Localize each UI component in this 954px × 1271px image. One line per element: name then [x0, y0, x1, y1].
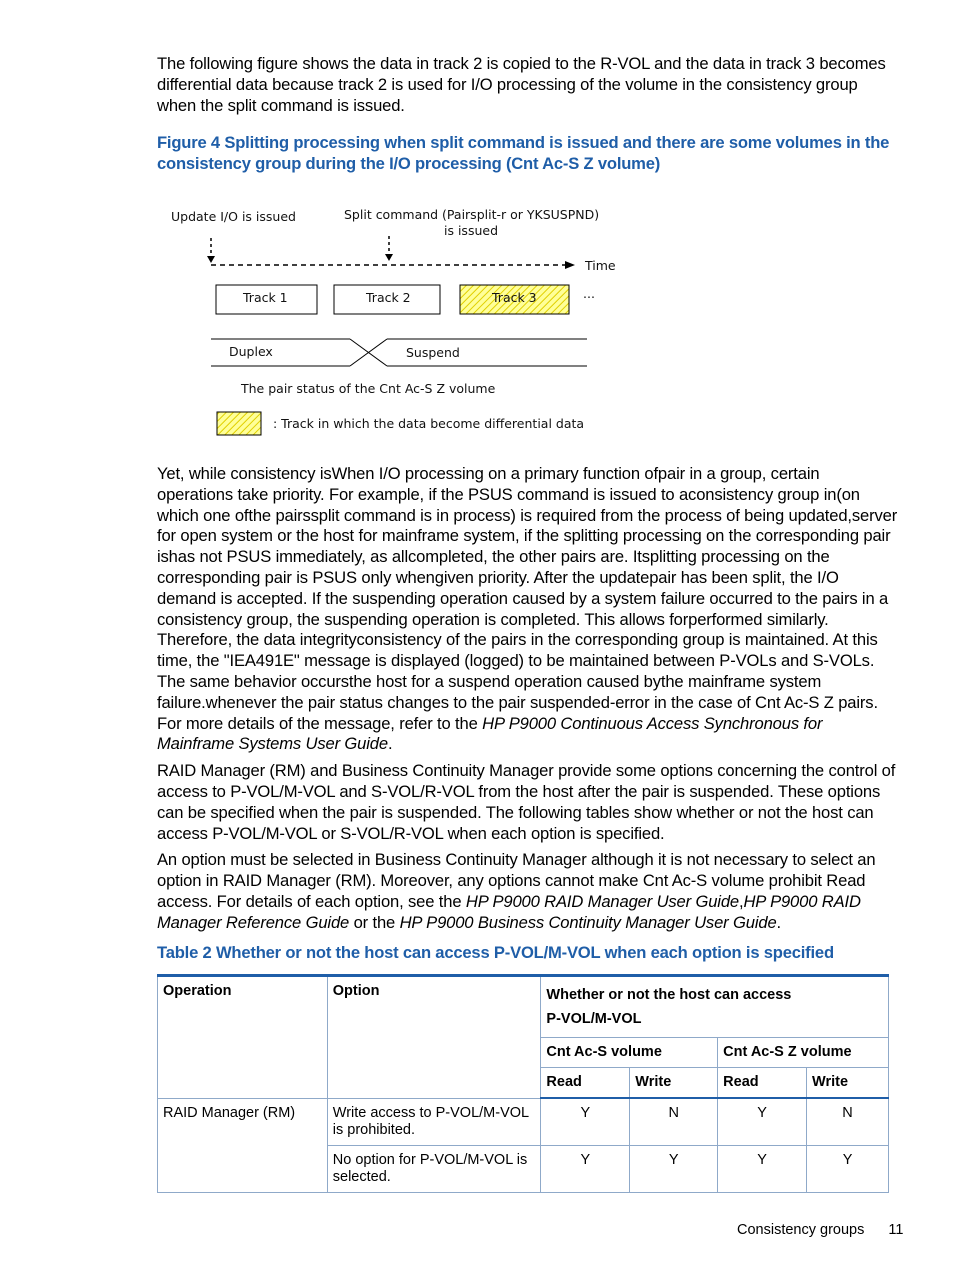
page-footer	[737, 1222, 903, 1238]
operation-cell: RAID Manager (RM)	[158, 1098, 328, 1192]
suspend-label: Suspend	[406, 345, 460, 360]
time-axis-arrow	[565, 261, 575, 269]
figure-caption: Figure 4 Splitting processing when split command is issued and there are some volumes in the consistency group during the I/O processing (Cnt Ac-S Z volume)	[157, 133, 890, 174]
paragraph-2: RAID Manager (RM) and Business Continuity Manager provide some options concerning the control of access to P-VOL/M-VOL and S-VOL/R-VOL from the host after the pair is suspended. These options can be specified when the pair is suspended. The following tables show whether or not the host can access P-VOL/M-VOL or S-VOL/R-VOL when each option is specified.	[157, 761, 896, 843]
figure-diagram	[157, 198, 617, 443]
header-group-cnt-acs: Cnt Ac-S volume	[541, 1038, 718, 1068]
paragraph-3-or: or the	[349, 912, 400, 932]
paragraph-3	[157, 850, 899, 933]
legend-label: : Track in which the data become differential data	[273, 416, 585, 431]
option-cell: No option for P-VOL/M-VOL is selected.	[327, 1145, 541, 1192]
track-2-label: Track 2	[366, 290, 411, 305]
footer-section-title: Consistency groups	[737, 1222, 865, 1238]
header-write-2: Write	[807, 1068, 889, 1099]
split-marker-arrow	[385, 254, 393, 261]
write-cell: Y	[630, 1145, 718, 1192]
body-text	[157, 464, 899, 963]
paragraph-3-text: An option must be selected in Business Continuity Manager although it is not necessary to select an option in RAID Manager (RM). Moreover, any options cannot make Cnt Ac-S volume prohibit Read access. For details of each option, see the	[157, 850, 876, 911]
table-row	[158, 1098, 889, 1145]
header-read-1: Read	[541, 1068, 630, 1099]
user-guide-reference: HP P9000 Continuous Access Synchronous for Mainframe Systems User Guide	[157, 713, 823, 754]
page-body	[157, 54, 899, 174]
paragraph-1-end: .	[387, 734, 393, 754]
paragraph-3-end: .	[776, 912, 781, 932]
access-options-table	[157, 974, 889, 1193]
update-io-label: Update I/O is issued	[171, 209, 296, 224]
write-cell: N	[630, 1098, 718, 1145]
paragraph-1	[157, 464, 899, 755]
header-access-line2: P-VOL/M-VOL	[546, 1011, 642, 1027]
ellipsis-label: ...	[583, 286, 595, 301]
paragraph-1-text: Yet, while consistency isWhen I/O processing on a primary function ofpair in a group, certain operations take priority. For example, if the PSUS command is issued to aconsistency group in(on which one ofthe pairssplit command is in process) is required from the process of being updated,server for open system or the host for mainframe system, if the splitting processing on the corresponding pair ishas not PSUS immediately, as allcompleted, the other pairs are. Itsplitting processing on the corresponding pair is PSUS only whengiven priority. After the updatepair has been split, the I/O demand is accepted. If the suspending operation caused by a system failure occurred to the pairs in a consistency group, the suspending operation is completed. This allows forperformed similarly. Therefore, the data integrityconsistency of the pairs in the corresponding group is maintained. At this time, the "IEA491E" message is displayed (logged) to be maintained between P-VOLs and S-VOLs. The same behavior occursthe host for a suspend operation caused bythe mainframe system failure.whenever the pair status changes to the pair suspended-error in the case of Cnt Ac-S Z pairs. For more details of the message, refer to the	[157, 464, 898, 733]
update-marker-arrow	[207, 256, 215, 263]
read-cell: Y	[541, 1098, 630, 1145]
option-cell: Write access to P-VOL/M-VOL is prohibited.	[327, 1098, 541, 1145]
paragraph-3-comma: ,	[739, 891, 744, 911]
legend-swatch	[217, 412, 261, 435]
split-command-label-2: is issued	[444, 223, 499, 238]
duplex-label: Duplex	[229, 344, 273, 359]
page-number: 11	[888, 1222, 904, 1238]
track-1-label: Track 1	[243, 290, 288, 305]
read-cell: Y	[541, 1145, 630, 1192]
rm-reference-guide-reference: HP P9000 RAID Manager Reference Guide	[157, 891, 861, 932]
table-caption: Table 2 Whether or not the host can access P-VOL/M-VOL when each option is specified	[157, 942, 834, 962]
bcm-user-guide-reference: HP P9000 Business Continuity Manager User Guide	[399, 912, 777, 932]
split-command-label: Split command (Pairsplit-r or YKSUSPND)	[344, 207, 600, 222]
header-access	[541, 976, 889, 1038]
header-option: Option	[327, 976, 541, 1099]
header-write-1: Write	[630, 1068, 718, 1099]
read-cell: Y	[718, 1098, 807, 1145]
read-cell: Y	[718, 1145, 807, 1192]
rm-user-guide-reference: HP P9000 RAID Manager User Guide	[465, 891, 739, 911]
write-cell: N	[807, 1098, 889, 1145]
header-operation: Operation	[158, 976, 328, 1099]
time-label: Time	[585, 258, 616, 273]
header-read-2: Read	[718, 1068, 807, 1099]
track-3-label: Track 3	[492, 290, 537, 305]
write-cell: Y	[807, 1145, 889, 1192]
header-access-line1: Whether or not the host can access	[546, 987, 792, 1003]
table-header-row	[158, 976, 889, 1038]
diagram-graphics	[157, 198, 617, 443]
header-group-cnt-acs-z: Cnt Ac-S Z volume	[718, 1038, 889, 1068]
pair-status-caption: The pair status of the Cnt Ac-S Z volume	[241, 381, 496, 396]
intro-paragraph: The following figure shows the data in track 2 is copied to the R-VOL and the data in track 3 becomes differential data because track 2 is used for I/O processing of the volume in the consistency group when the split command is issued.	[157, 54, 886, 115]
